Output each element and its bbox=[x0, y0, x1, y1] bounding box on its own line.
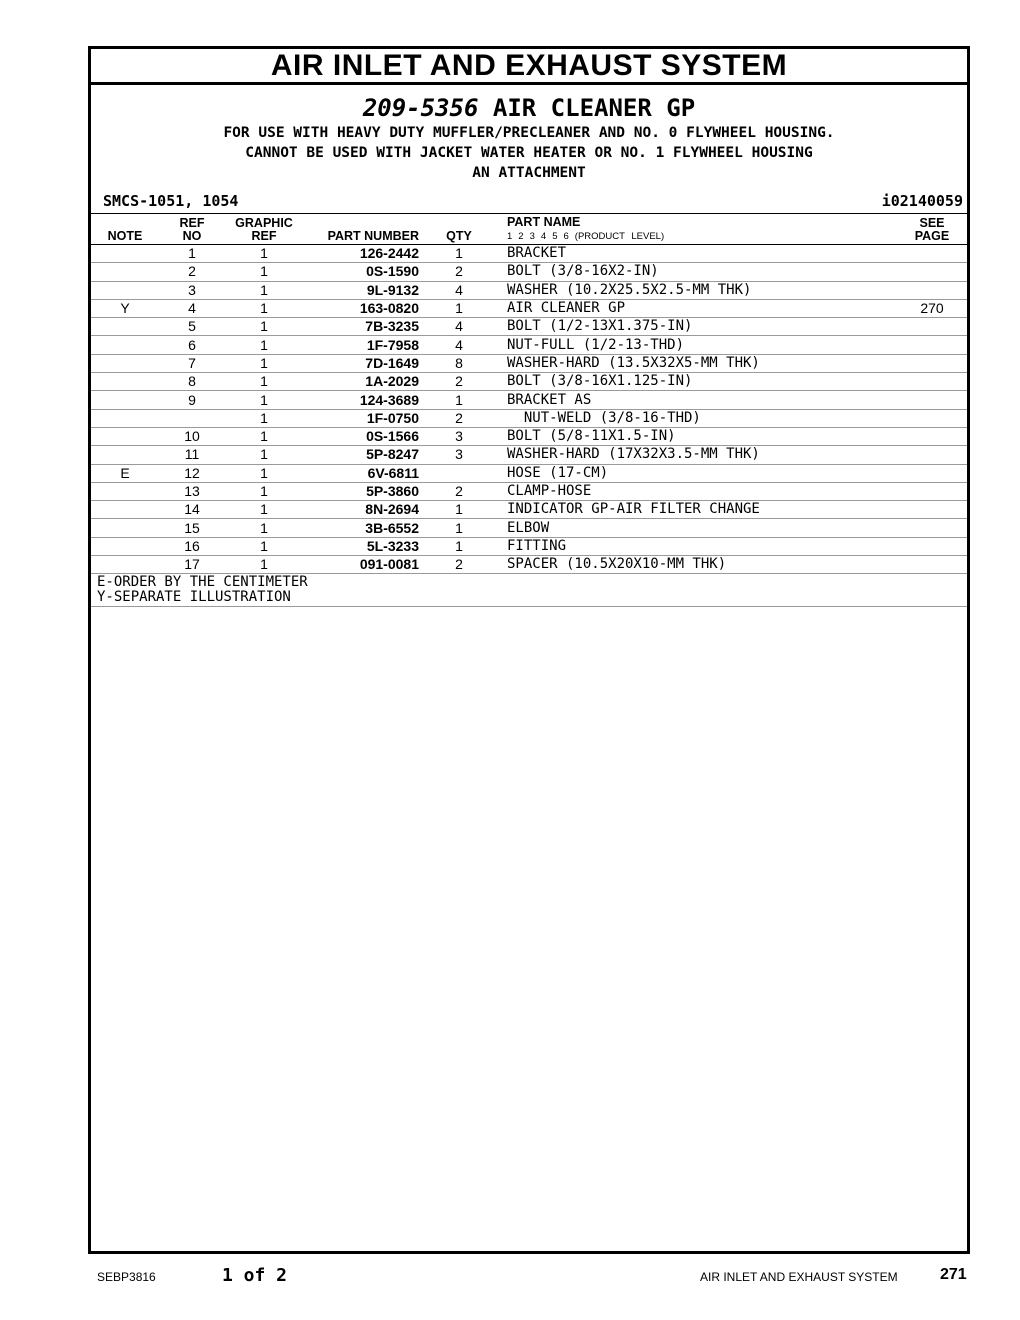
cell-ref-no: 5 bbox=[159, 318, 225, 336]
cell-ref-no: 4 bbox=[159, 299, 225, 317]
section-title: AIR INLET AND EXHAUST SYSTEM bbox=[91, 49, 967, 85]
cell-part-number: 7B-3235 bbox=[303, 318, 419, 336]
cell-ref-no: 6 bbox=[159, 336, 225, 354]
cell-part-number: 5P-3860 bbox=[303, 482, 419, 500]
cell-see-page bbox=[897, 318, 967, 336]
parts-table-body bbox=[91, 245, 967, 574]
cell-see-page bbox=[897, 336, 967, 354]
table-row bbox=[91, 299, 967, 317]
cell-note bbox=[91, 446, 159, 464]
cell-qty: 2 bbox=[419, 409, 499, 427]
cell-graphic-ref: 1 bbox=[225, 519, 303, 537]
table-row bbox=[91, 556, 967, 574]
cell-part-name: WASHER-HARD (13.5X32X5-MM THK) bbox=[499, 354, 897, 372]
cell-graphic-ref: 1 bbox=[225, 263, 303, 281]
cell-part-number: 126-2442 bbox=[303, 245, 419, 263]
cell-ref-no: 2 bbox=[159, 263, 225, 281]
cell-see-page bbox=[897, 281, 967, 299]
header-note: NOTE bbox=[91, 214, 159, 245]
table-row bbox=[91, 245, 967, 263]
cell-part-name: WASHER (10.2X25.5X2.5-MM THK) bbox=[499, 281, 897, 299]
cell-ref-no: 16 bbox=[159, 537, 225, 555]
cell-see-page: 270 bbox=[897, 299, 967, 317]
cell-qty: 1 bbox=[419, 501, 499, 519]
cell-note bbox=[91, 409, 159, 427]
cell-graphic-ref: 1 bbox=[225, 427, 303, 445]
cell-graphic-ref: 1 bbox=[225, 373, 303, 391]
cell-qty: 1 bbox=[419, 245, 499, 263]
cell-note bbox=[91, 391, 159, 409]
cell-qty: 2 bbox=[419, 556, 499, 574]
cell-qty: 1 bbox=[419, 391, 499, 409]
header-ref-no: REF NO bbox=[159, 214, 225, 245]
cell-part-name: BOLT (1/2-13X1.375-IN) bbox=[499, 318, 897, 336]
cell-part-number: 6V-6811 bbox=[303, 464, 419, 482]
cell-see-page bbox=[897, 354, 967, 372]
cell-part-name: NUT-FULL (1/2-13-THD) bbox=[499, 336, 897, 354]
cell-part-number: 0S-1590 bbox=[303, 263, 419, 281]
cell-see-page bbox=[897, 537, 967, 555]
cell-part-number: 124-3689 bbox=[303, 391, 419, 409]
smcs-code: SMCS-1051, 1054 bbox=[103, 192, 239, 210]
header-part-name: PART NAME 1 2 3 4 5 6 (PRODUCT LEVEL) bbox=[499, 214, 897, 245]
cell-part-number: 1A-2029 bbox=[303, 373, 419, 391]
cell-part-name: AIR CLEANER GP bbox=[499, 299, 897, 317]
cell-note bbox=[91, 501, 159, 519]
cell-see-page bbox=[897, 427, 967, 445]
page-footer bbox=[0, 1264, 1020, 1288]
description-line: AN ATTACHMENT bbox=[472, 165, 586, 181]
cell-part-name: BOLT (3/8-16X2-IN) bbox=[499, 263, 897, 281]
cell-ref-no: 1 bbox=[159, 245, 225, 263]
table-row bbox=[91, 263, 967, 281]
note-line: E-ORDER BY THE CENTIMETER bbox=[97, 574, 308, 591]
cell-part-number: 3B-6552 bbox=[303, 519, 419, 537]
cell-see-page bbox=[897, 409, 967, 427]
table-header-row bbox=[91, 214, 967, 245]
cell-part-name: INDICATOR GP-AIR FILTER CHANGE bbox=[499, 501, 897, 519]
cell-note bbox=[91, 318, 159, 336]
header-qty: QTY bbox=[419, 214, 499, 245]
cell-qty: 2 bbox=[419, 373, 499, 391]
cell-graphic-ref: 1 bbox=[225, 354, 303, 372]
cell-part-name: SPACER (10.5X20X10-MM THK) bbox=[499, 556, 897, 574]
cell-note bbox=[91, 482, 159, 500]
cell-see-page bbox=[897, 519, 967, 537]
cell-qty: 3 bbox=[419, 427, 499, 445]
cell-note bbox=[91, 336, 159, 354]
group-heading bbox=[91, 93, 967, 123]
notes-block bbox=[91, 574, 967, 607]
cell-see-page bbox=[897, 464, 967, 482]
cell-part-number: 8N-2694 bbox=[303, 501, 419, 519]
cell-graphic-ref: 1 bbox=[225, 299, 303, 317]
cell-graphic-ref: 1 bbox=[225, 464, 303, 482]
page-number: 271 bbox=[940, 1266, 967, 1283]
cell-note bbox=[91, 537, 159, 555]
cell-see-page bbox=[897, 556, 967, 574]
header-graphic-ref: GRAPHIC REF bbox=[225, 214, 303, 245]
illustration-id: i02140059 bbox=[881, 192, 963, 210]
cell-part-number: 7D-1649 bbox=[303, 354, 419, 372]
cell-part-number: 1F-7958 bbox=[303, 336, 419, 354]
cell-part-name: NUT-WELD (3/8-16-THD) bbox=[499, 409, 897, 427]
group-number: 209-5356 bbox=[362, 94, 479, 122]
header-part-number: PART NUMBER bbox=[303, 214, 419, 245]
cell-qty: 2 bbox=[419, 482, 499, 500]
cell-graphic-ref: 1 bbox=[225, 409, 303, 427]
cell-ref-no: 8 bbox=[159, 373, 225, 391]
cell-graphic-ref: 1 bbox=[225, 281, 303, 299]
table-row bbox=[91, 336, 967, 354]
cell-part-number: 9L-9132 bbox=[303, 281, 419, 299]
cell-part-name: BRACKET AS bbox=[499, 391, 897, 409]
cell-ref-no: 9 bbox=[159, 391, 225, 409]
cell-part-number: 091-0081 bbox=[303, 556, 419, 574]
cell-part-number: 5L-3233 bbox=[303, 537, 419, 555]
reference-line bbox=[91, 191, 967, 214]
header-see-page: SEE PAGE bbox=[897, 214, 967, 245]
cell-graphic-ref: 1 bbox=[225, 245, 303, 263]
cell-see-page bbox=[897, 245, 967, 263]
page-frame bbox=[88, 46, 970, 1254]
cell-note bbox=[91, 519, 159, 537]
cell-graphic-ref: 1 bbox=[225, 391, 303, 409]
cell-part-number: 0S-1566 bbox=[303, 427, 419, 445]
table-row bbox=[91, 464, 967, 482]
cell-note bbox=[91, 281, 159, 299]
cell-qty: 4 bbox=[419, 281, 499, 299]
cell-qty: 4 bbox=[419, 318, 499, 336]
cell-ref-no: 3 bbox=[159, 281, 225, 299]
cell-qty: 1 bbox=[419, 519, 499, 537]
cell-see-page bbox=[897, 263, 967, 281]
cell-ref-no: 12 bbox=[159, 464, 225, 482]
cell-part-name: ELBOW bbox=[499, 519, 897, 537]
cell-part-number: 1F-0750 bbox=[303, 409, 419, 427]
cell-graphic-ref: 1 bbox=[225, 446, 303, 464]
cell-graphic-ref: 1 bbox=[225, 537, 303, 555]
table-row bbox=[91, 427, 967, 445]
cell-note bbox=[91, 354, 159, 372]
cell-ref-no: 10 bbox=[159, 427, 225, 445]
cell-qty: 1 bbox=[419, 537, 499, 555]
cell-note bbox=[91, 245, 159, 263]
cell-qty: 3 bbox=[419, 446, 499, 464]
cell-note: E bbox=[91, 464, 159, 482]
cell-ref-no: 7 bbox=[159, 354, 225, 372]
cell-ref-no: 14 bbox=[159, 501, 225, 519]
cell-see-page bbox=[897, 482, 967, 500]
cell-graphic-ref: 1 bbox=[225, 318, 303, 336]
cell-ref-no: 13 bbox=[159, 482, 225, 500]
cell-graphic-ref: 1 bbox=[225, 556, 303, 574]
parts-table bbox=[91, 214, 967, 574]
cell-ref-no bbox=[159, 409, 225, 427]
cell-part-name: HOSE (17-CM) bbox=[499, 464, 897, 482]
product-levels: 1 2 3 4 5 6 (PRODUCT LEVEL) bbox=[507, 231, 665, 242]
cell-qty: 2 bbox=[419, 263, 499, 281]
table-row bbox=[91, 519, 967, 537]
cell-see-page bbox=[897, 373, 967, 391]
table-row bbox=[91, 391, 967, 409]
cell-qty: 1 bbox=[419, 299, 499, 317]
cell-ref-no: 11 bbox=[159, 446, 225, 464]
table-row bbox=[91, 537, 967, 555]
table-row bbox=[91, 482, 967, 500]
cell-see-page bbox=[897, 446, 967, 464]
cell-note bbox=[91, 373, 159, 391]
description-line: FOR USE WITH HEAVY DUTY MUFFLER/PRECLEANER AND NO. 0 FLYWHEEL HOUSING. bbox=[223, 125, 835, 141]
cell-qty: 8 bbox=[419, 354, 499, 372]
cell-see-page bbox=[897, 501, 967, 519]
cell-ref-no: 17 bbox=[159, 556, 225, 574]
document-number: SEBP3816 bbox=[97, 1270, 156, 1284]
cell-see-page bbox=[897, 391, 967, 409]
cell-part-number: 5P-8247 bbox=[303, 446, 419, 464]
description-line: CANNOT BE USED WITH JACKET WATER HEATER OR NO. 1 FLYWHEEL HOUSING bbox=[245, 145, 813, 161]
group-name: AIR CLEANER GP bbox=[492, 94, 696, 122]
table-row bbox=[91, 446, 967, 464]
table-row bbox=[91, 373, 967, 391]
footer-section-title: AIR INLET AND EXHAUST SYSTEM bbox=[700, 1270, 898, 1284]
table-row bbox=[91, 318, 967, 336]
cell-part-name: CLAMP-HOSE bbox=[499, 482, 897, 500]
cell-graphic-ref: 1 bbox=[225, 501, 303, 519]
cell-part-name: BOLT (5/8-11X1.5-IN) bbox=[499, 427, 897, 445]
page-count: 1 of 2 bbox=[222, 1265, 288, 1286]
cell-note: Y bbox=[91, 299, 159, 317]
cell-graphic-ref: 1 bbox=[225, 336, 303, 354]
cell-part-name: FITTING bbox=[499, 537, 897, 555]
cell-ref-no: 15 bbox=[159, 519, 225, 537]
cell-qty bbox=[419, 464, 499, 482]
cell-part-name: BRACKET bbox=[499, 245, 897, 263]
table-row bbox=[91, 354, 967, 372]
cell-part-number: 163-0820 bbox=[303, 299, 419, 317]
table-row bbox=[91, 501, 967, 519]
cell-note bbox=[91, 556, 159, 574]
table-row bbox=[91, 409, 967, 427]
cell-note bbox=[91, 263, 159, 281]
cell-qty: 4 bbox=[419, 336, 499, 354]
cell-part-name: WASHER-HARD (17X32X3.5-MM THK) bbox=[499, 446, 897, 464]
cell-note bbox=[91, 427, 159, 445]
table-row bbox=[91, 281, 967, 299]
note-line: Y-SEPARATE ILLUSTRATION bbox=[97, 589, 291, 606]
cell-part-name: BOLT (3/8-16X1.125-IN) bbox=[499, 373, 897, 391]
cell-graphic-ref: 1 bbox=[225, 482, 303, 500]
